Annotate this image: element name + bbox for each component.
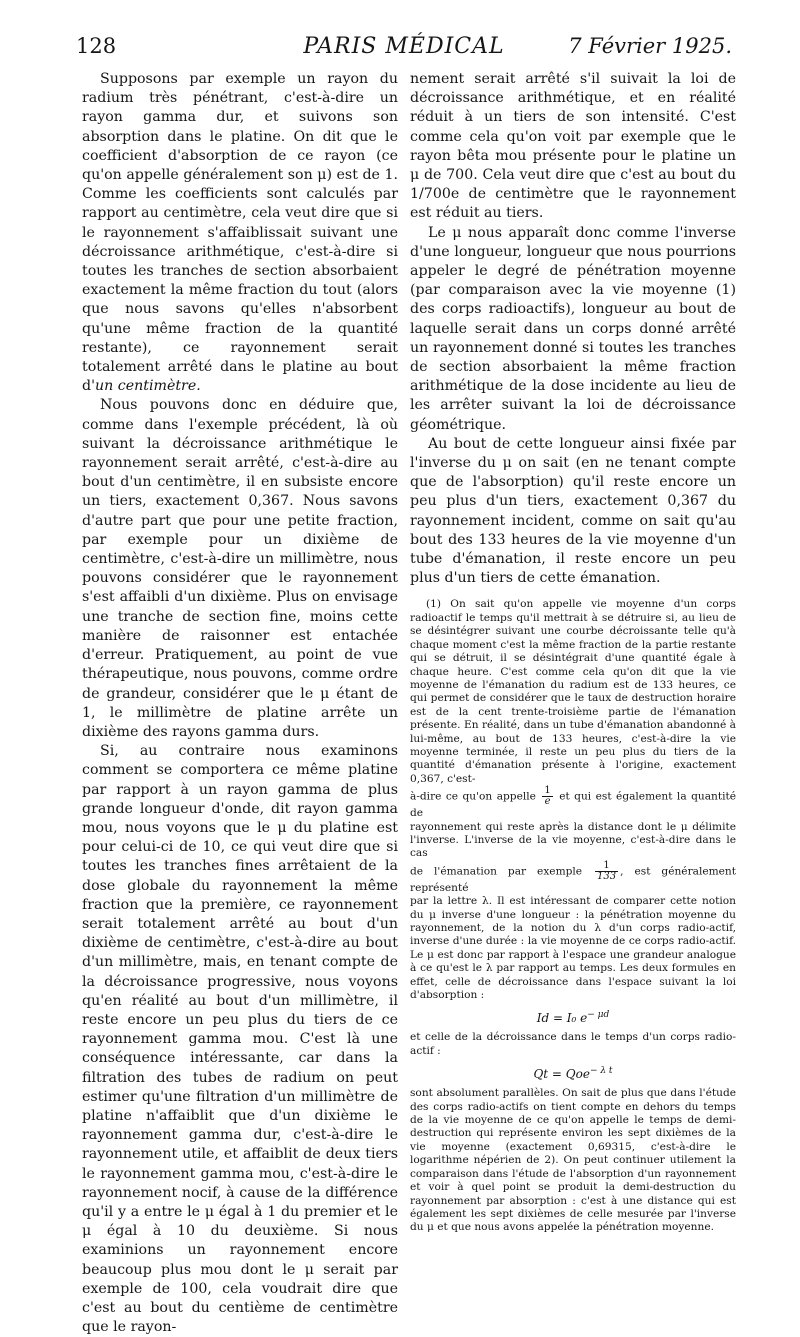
paragraph: Le μ nous apparaît donc comme l'inverse d'une longueur, longueur que nous pourrions appeler le degré de pénétration moyenne (par comparaison avec la vie moyenne (1) des corps radioactifs), longueur au bout de laquelle serait dans un corps donné arrêté un rayonnement donné si toutes les tranches de section absorbaient la même fraction arithmétique de la dose incidente au lieu de les arrêter suivant la loi de décroissance géométrique. xyxy=(410,224,736,433)
footnote-text: de l'émanation par exemple $\frac{1}{133}$ , est généralement représenté xyxy=(410,859,736,894)
left-column xyxy=(82,70,398,1337)
absorption-formula: Id = I₀ $e^{- \mu d}$ xyxy=(536,1010,610,1026)
footnote-text: sont absolument parallèles. On sait de plus que dans l'étude des corps radio-actifs on tient compte en dehors du temps de la vie moyenne de ce qu'on appelle le temps de demi-destruction qui représente environ les sept dixièmes de la vie moyenne (exactement 0,69315, c'est-à-dire le logarithme népérien de 2). On peut continuer utilement la comparaison dans l'étude de l'absorption d'un rayonnement et voir à quel point se produit la demi-destruction du rayonnement par absorption : c'est à une distance qui est également les sept dixièmes de celle mesurée par l'inverse du μ et que nous avons appelée la pénétration moyenne. xyxy=(410,1087,736,1234)
journal-title: PARIS MÉDICAL xyxy=(303,34,505,59)
paragraph: Supposons par exemple un rayon du radium très pénétrant, c'est-à-dire un rayon gamma dur, et suivons son absorption dans le platine. On dit que le coefficient d'absorption de ce rayon (ce qu'on appelle généralement son μ) est de 1. Comme les coefficients sont calculés par rapport au centimètre, cela veut dire que si le rayonnement s'affaiblissait suivant une décroissance arithmétique, c'est-à-dire si toutes les tranches de section absorbaient exactement la même fraction du tout (alors que nous savons qu'elles n'absorbent qu'une même fraction de la quantité restante), ce rayonnement serait totalement arrêté dans le platine au bout d'un centimètre. xyxy=(82,71,398,395)
footnote-text: par la lettre λ. Il est intéressant de comparer cette notion du μ inverse d'une longueur : la pénétration moyenne du rayonnement, de la notion du λ d'un corps radio-actif, inverse d'une durée : la vie moyenne de ce corps radio-actif. Le μ est donc par rapport à l'espace une grandeur analogue à ce qu'est le λ par rapport au temps. Les deux formules en effet, celle de décroissance dans l'espace suivant la loi d'absorption : xyxy=(410,895,736,1002)
page-number: 128 xyxy=(76,34,117,58)
issue-date: 7 Février 1925. xyxy=(568,34,732,58)
right-column xyxy=(410,70,736,1235)
paragraph: nement serait arrêté s'il suivait la loi de décroissance arithmétique, et en réalité réduit à un tiers de son intensité. C'est comme cela qu'on voit par exemple que le rayon bêta mou présente pour le platine un μ de 700. Cela veut dire que c'est au bout du 1/700e de centimètre que le rayonnement est réduit au tiers. xyxy=(410,71,736,222)
fraction-one-over-133: $\frac{1}{133}$ xyxy=(597,859,617,882)
footnote xyxy=(410,598,736,1234)
paragraph: Au bout de cette longueur ainsi fixée par l'inverse du μ on sait (en ne tenant compte que de l'absorption) qu'il reste encore un peu plus d'un tiers, exactement 0,367 du rayonnement incident, comme on sait qu'au bout des 133 heures de la vie moyenne d'un tube d'émanation, il reste encore un peu plus d'un tiers de cette émanation. xyxy=(410,435,736,587)
footnote-text: rayonnement qui reste après la distance dont le μ délimite l'inverse. L'inverse de la vie moyenne, c'est-à-dire dans le cas xyxy=(410,820,736,860)
footnote-text: et celle de la décroissance dans le temps d'un corps radio-actif : xyxy=(410,1031,736,1057)
paragraph: Nous pouvons donc en déduire que, comme dans l'exemple précédent, là où suivant la décroissance arithmétique le rayonnement serait arrêté, c'est-à-dire au bout d'un centimètre, il en subsiste encore un tiers, exactement 0,367. Nous savons d'autre part que pour une petite fraction, par exemple pour un dixième de centimètre, c'est-à-dire un millimètre, nous pouvons considérer que le rayonnement s'est affaibli d'un dixième. Plus on envisage une tranche de section fine, moins cette manière de raisonner est entachée d'erreur. Pratiquement, au point de vue thérapeutique, nous pouvons, comme ordre de grandeur, considérer que le μ étant de 1, le millimètre de platine arrête un dixième des rayons gamma durs. xyxy=(82,397,398,740)
paragraph: Si, au contraire nous examinons comment se comportera ce même platine par rapport à un rayon gamma de plus grande longueur d'onde, dit rayon gamma mou, nous voyons que le μ du platine est pour celui-ci de 10, ce qui veut dire que si toutes les tranches fines arrêtaient de la dose globale du rayonnement la même fraction que la première, ce rayonnement serait totalement arrêté au bout d'un dixième de centimètre, c'est-à-dire au bout d'un millimètre, mais, en tenant compte de la décroissance progressive, nous voyons qu'en réalité au bout d'un millimètre, il reste encore un peu plus du tiers de ce rayonnement gamma mou. C'est là une conséquence intéressante, car dans la filtration des tubes de radium on peut estimer qu'une filtration d'un millimètre de platine n'affaiblit que d'un dixième le rayonnement gamma dur, c'est-à-dire le rayonnement utile, et affaiblit de deux tiers le rayonnement gamma mou, c'est-à-dire le rayonnement nocif, à cause de la différence qu'il y a entre le μ égal à 1 du premier et le μ égal à 10 du deuxième. Si nous examinions un rayonnement encore beaucoup plus mou dont le μ serait par exemple de 100, cela voudrait dire que c'est au bout du centième de centimètre que le rayon- xyxy=(82,743,398,1336)
fraction-one-over-e: $\frac{1}{e}$ xyxy=(544,785,551,808)
footnote-text: à-dire ce qu'on appelle $\frac{1}{e}$ et qui est également la quantité de xyxy=(410,785,737,820)
running-header xyxy=(76,34,732,68)
decay-formula: Qt = Qoe$^{- \lambda t}$ xyxy=(533,1066,613,1082)
footnote-text: (1) On sait qu'on appelle vie moyenne d'un corps radioactif le temps qu'il mettrait à se détruire si, au lieu de se désintégrer suivant une courbe décroissante telle qu'à chaque moment c'est la même fraction de la partie restante qui se détruit, il se désintégrait d'une quantité égale à chaque heure. C'est comme cela qu'on dit que la vie moyenne de l'émanation du radium est de 133 heures, ce qui permet de considérer que le taux de destruction horaire est de la cent trente-troisième partie de l'émanation présente. En réalité, dans un tube d'émanation abandonné à lui-même, au bout de 133 heures, c'est-à-dire la vie moyenne terminée, il reste un peu plus du tiers de la quantité d'émanation présente à l'origine, exactement 0,367, c'est- xyxy=(410,598,736,785)
